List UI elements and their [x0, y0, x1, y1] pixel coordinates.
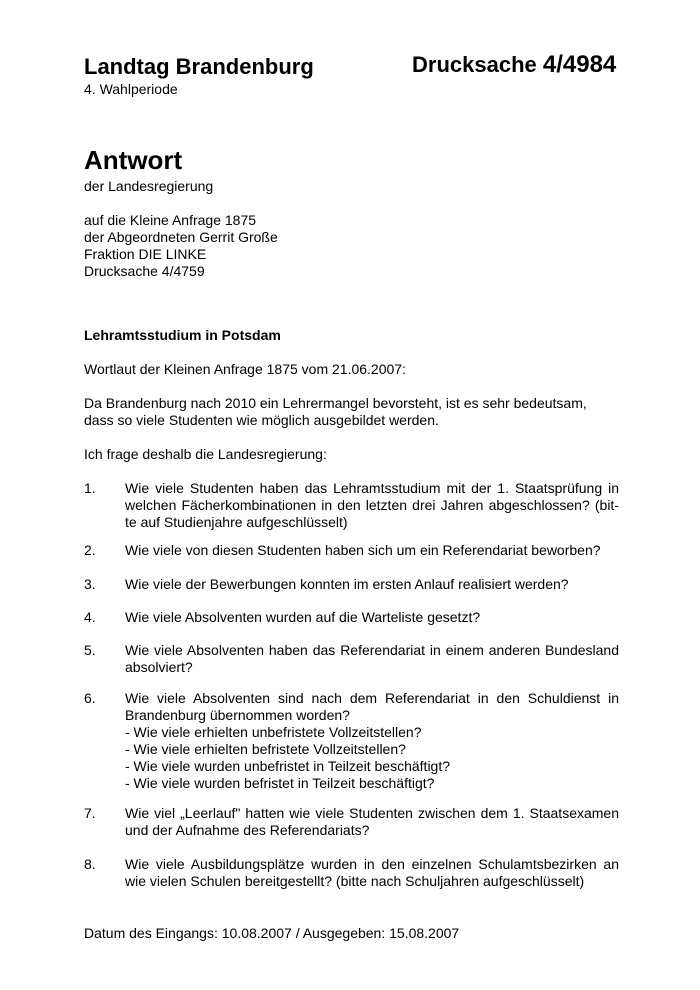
question-subitem: - Wie viele wurden unbefristet in Teilzeit beschäftigt? — [125, 758, 451, 774]
question-line: Wie viele Absolventen haben das Referendariat in einem anderen Bundesland — [125, 642, 619, 658]
question-line: Wie viele der Bewerbungen konnten im ersten Anlauf realisiert werden? — [125, 576, 569, 592]
question-line: Brandenburg übernommen worden? — [125, 707, 350, 723]
question-line: Wie viele Absolventen sind nach dem Referendariat in den Schuldienst in — [125, 690, 619, 706]
question-text — [125, 805, 619, 839]
question-line: te auf Studienjahre aufgeschlüsselt) — [125, 514, 348, 530]
question-text — [125, 542, 619, 559]
question-line: Wie viele von diesen Studenten haben sich um ein Referendariat beworben? — [125, 542, 601, 558]
drucksache-label: Drucksache — [412, 52, 543, 77]
question-text — [125, 856, 619, 890]
intro-paragraph — [84, 395, 619, 429]
question-subitem: - Wie viele erhielten befristete Vollzeitstellen? — [125, 741, 406, 757]
question-line: Wie viele Absolventen wurden auf die Warteliste gesetzt? — [125, 609, 481, 625]
wortlaut-line: Wortlaut der Kleinen Anfrage 1875 vom 21.06.2007: — [84, 361, 406, 377]
question-number: 4. — [84, 609, 96, 625]
parliament-title: Landtag Brandenburg — [84, 54, 314, 79]
question-line: wie vielen Schulen bereitgestellt? (bitte nach Schuljahren aufgeschlüsselt) — [125, 873, 585, 889]
document-subheading: der Landesregierung — [84, 178, 214, 194]
question-number: 1. — [84, 480, 96, 496]
anfrage-line: Drucksache 4/4759 — [84, 263, 205, 279]
question-number: 5. — [84, 642, 96, 658]
anfrage-line: auf die Kleine Anfrage 1875 — [84, 212, 257, 228]
question-number: 3. — [84, 576, 96, 592]
frage-line: Ich frage deshalb die Landesregierung: — [84, 446, 327, 462]
document-heading: Antwort — [84, 145, 183, 175]
question-line: Wie viele Studenten haben das Lehramtsstudium mit der 1. Staatsprüfung in — [125, 480, 619, 496]
question-number: 7. — [84, 805, 96, 821]
question-number: 2. — [84, 542, 96, 558]
intro-line: dass so viele Studenten wie möglich ausgebildet werden. — [84, 412, 439, 428]
question-text — [125, 690, 619, 792]
subject-heading: Lehramtsstudium in Potsdam — [84, 327, 281, 343]
question-number: 6. — [84, 690, 96, 706]
question-line: absolviert? — [125, 659, 193, 675]
question-line: Wie viele Ausbildungsplätze wurden in den einzelnen Schulamtsbezirken an — [125, 856, 619, 872]
wahlperiode: 4. Wahlperiode — [84, 81, 178, 97]
question-line: und der Aufnahme des Referendariats? — [125, 822, 370, 838]
question-text — [125, 609, 619, 626]
drucksache-header — [412, 52, 616, 78]
question-line: Wie viel „Leerlauf" hatten wie viele Studenten zwischen dem 1. Staatsexamen — [125, 805, 619, 821]
question-line: welchen Fächerkombinationen in den letzten drei Jahren abgeschlossen? (bit- — [125, 497, 619, 513]
question-number: 8. — [84, 856, 96, 872]
intro-line: Da Brandenburg nach 2010 ein Lehrermangel bevorsteht, ist es sehr bedeutsam, — [84, 395, 587, 411]
question-text — [125, 642, 619, 676]
drucksache-number: 4/4984 — [542, 51, 617, 78]
anfrage-reference-block — [84, 212, 278, 280]
question-text — [125, 576, 619, 593]
question-text — [125, 480, 619, 531]
question-subitem: - Wie viele erhielten unbefristete Vollzeitstellen? — [125, 724, 422, 740]
question-subitem: - Wie viele wurden befristet in Teilzeit beschäftigt? — [125, 775, 435, 791]
anfrage-line: Fraktion DIE LINKE — [84, 246, 207, 262]
anfrage-line: der Abgeordneten Gerrit Große — [84, 229, 278, 245]
receipt-date-footer: Datum des Eingangs: 10.08.2007 / Ausgegeben: 15.08.2007 — [84, 925, 460, 941]
